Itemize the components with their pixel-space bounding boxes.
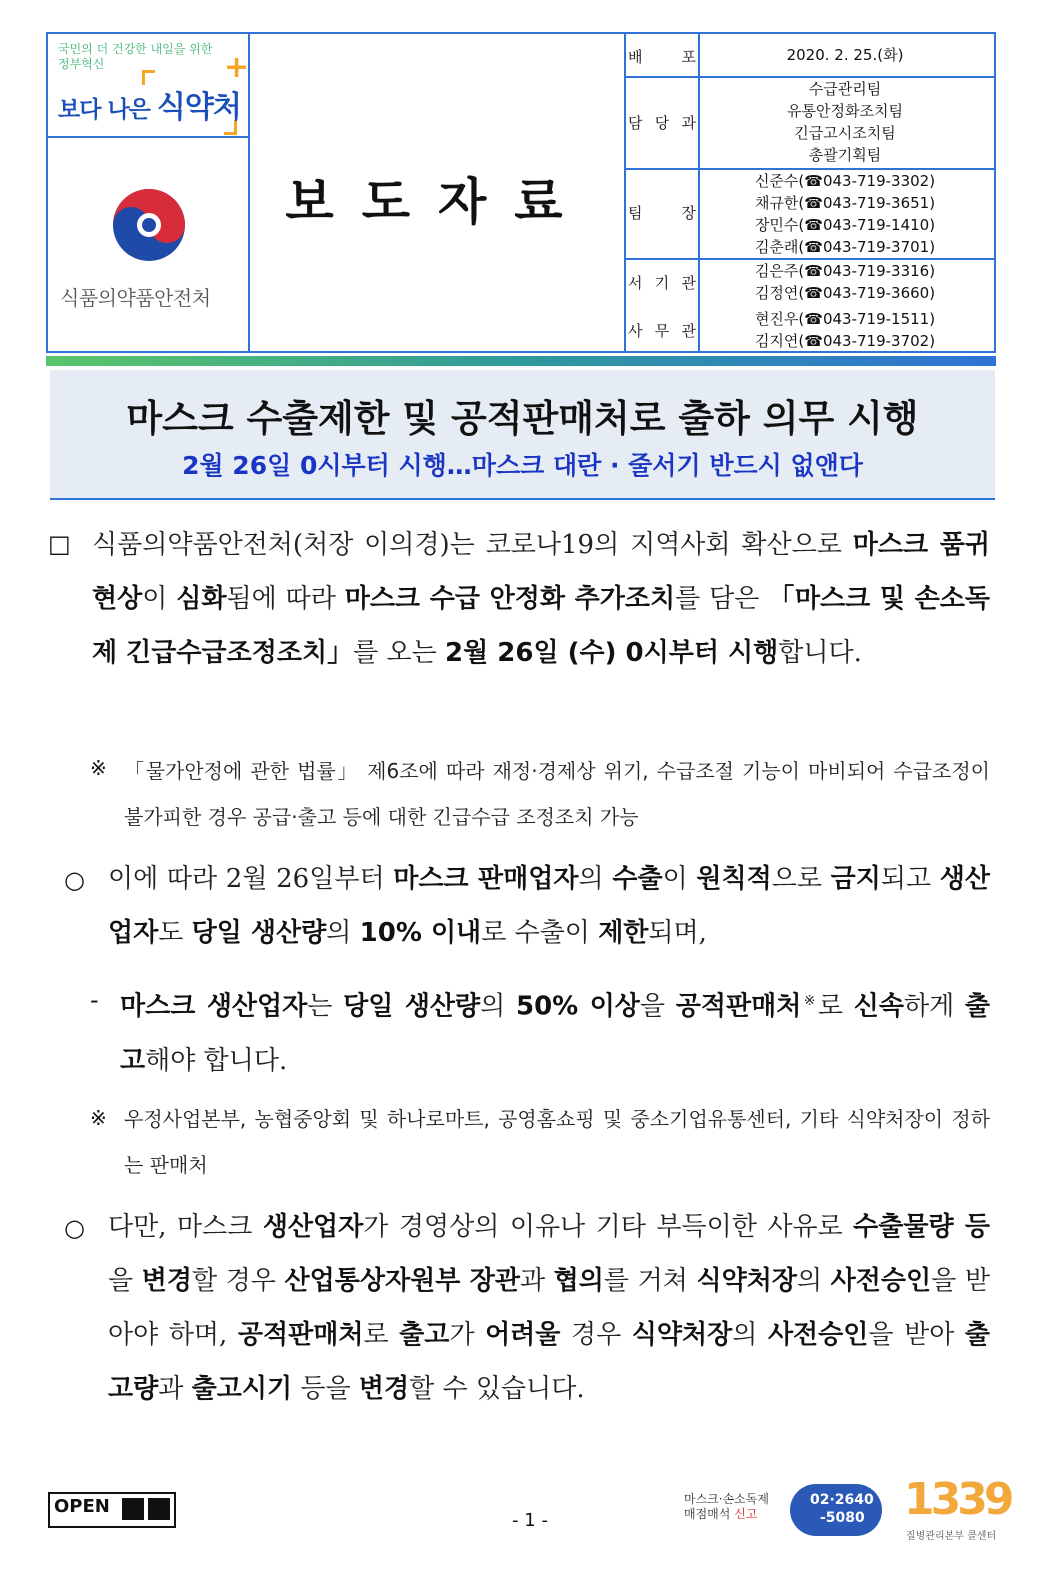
label-char: 과 [681, 114, 696, 132]
press-header-table [46, 32, 996, 353]
emphasis-text: 출고 [120, 991, 990, 1076]
body-text: 을 [639, 991, 676, 1022]
body-text: 을 받아 [868, 1320, 965, 1350]
emphasis-text: 마스크 품귀현상 [92, 530, 990, 614]
phone-line1: 02·2640 [810, 1492, 874, 1508]
emphasis-text: 신속 [853, 991, 904, 1022]
emphasis-text: 마스크 수급 안정화 추가조치 [344, 584, 676, 614]
emphasis-text: 변경 [358, 1374, 410, 1404]
contact-item: 김지연(☎043-719-3702) [754, 332, 936, 350]
label-char: 배 [628, 48, 643, 66]
body-text: 식품의약품안전처(처장 이의경)는 코로나19의 지역사회 확산으로 [92, 530, 853, 560]
body-text: 가 경영상의 이유나 기타 부득이한 사유로 [363, 1212, 854, 1242]
emphasis-text: 생산업자 [262, 1212, 364, 1242]
label-char: 관 [681, 274, 696, 292]
body-text: 를 오는 [353, 638, 445, 668]
contact-item: 장민수(☎043-719-1410) [754, 216, 936, 234]
emphasis-text: 수출물량 등 [853, 1212, 991, 1242]
department-item: 수급관리팀 [808, 80, 882, 98]
emphasis-text: 사전승인 [830, 1266, 932, 1296]
slogan-line1: 국민의 더 건강한 내일을 위한 [58, 42, 213, 56]
emphasis-text: 출고 [399, 1320, 450, 1350]
slogan-line2: 정부혁신 [58, 57, 105, 71]
label-department [628, 112, 696, 133]
body-text: 의 [326, 918, 360, 948]
emphasis-text: 당일 생산량 [343, 991, 481, 1022]
body-text: 하게 [903, 991, 965, 1022]
body-text: 이 [142, 584, 177, 614]
headline-box [50, 370, 995, 500]
body-text: 과 [158, 1374, 192, 1404]
label-char: 당 [654, 114, 670, 132]
taegeuk-emblem-icon [110, 186, 188, 264]
label-char: 서 [628, 274, 643, 292]
note-mark-icon: ※ [90, 756, 107, 780]
emphasis-text: 어려울 [485, 1320, 561, 1350]
team-leader-list [700, 170, 990, 258]
body-text: 과 [519, 1266, 554, 1296]
label-char: 포 [681, 48, 696, 66]
open-badge-text: OPEN [54, 1496, 110, 1517]
body-text: 로 [817, 991, 854, 1022]
body-text: 할 경우 [191, 1266, 285, 1296]
emphasis-text: 당일 생산량 [191, 918, 327, 948]
body-text: 으로 [771, 864, 831, 894]
department-item: 유통안정화조치팀 [787, 102, 903, 120]
contact-item: 김정연(☎043-719-3660) [754, 284, 936, 302]
report-label [684, 1492, 769, 1522]
emphasis-text: 변경 [141, 1266, 192, 1296]
contact-item: 신준수(☎043-719-3302) [754, 172, 936, 190]
emphasis-text: 10% 이내 [359, 918, 482, 948]
note-2: 우정사업본부, 농협중앙회 및 하나로마트, 공영홈쇼핑 및 중소기업유통센터, 기타 식약처장이 정하는 판매처 [124, 1107, 990, 1177]
label-char: 팀 [628, 204, 643, 222]
headline: 마스크 수출제한 및 공적판매처로 출하 의무 시행 [126, 397, 919, 440]
emphasis-text: 협의 [553, 1266, 604, 1296]
emphasis-text: 사전승인 [767, 1320, 869, 1350]
label-secretary [628, 272, 696, 293]
department-list [700, 78, 990, 166]
emphasis-text: 마스크 생산업자 [120, 991, 308, 1022]
emphasis-text: 원칙적 [696, 864, 772, 894]
body-text: 을 받아야 하며, [108, 1266, 990, 1350]
emphasis-text: 50% 이상 [515, 991, 640, 1022]
paragraph-4 [108, 1200, 990, 1416]
emphasis-text: 수출 [612, 864, 663, 894]
slogan-big [58, 82, 241, 126]
emphasis-text: 생산업자 [108, 864, 990, 948]
emphasis-text: 「마스크 및 손소독제 긴급수급조정조치」 [92, 584, 990, 668]
report-phone-badge [790, 1484, 882, 1536]
emphasis-text: 금지 [830, 864, 881, 894]
emphasis-text: 공적판매처 [675, 991, 802, 1022]
press-release-title: 보도자료 [285, 173, 591, 231]
body-text: ※ [801, 993, 818, 1009]
ministry-name: 식품의약품안전처 [60, 286, 211, 310]
slogan-prefix: 보다 나은 [58, 97, 150, 123]
body-text: 도 [158, 918, 192, 948]
contact-item: 김은주(☎043-719-3316) [754, 262, 936, 280]
body-text: 의 [480, 991, 516, 1022]
emphasis-text: 공적판매처 [237, 1320, 364, 1350]
hotline-1339-logo: 1339 [904, 1474, 1011, 1525]
circle-bullet-icon: ○ [64, 866, 85, 894]
emphasis-text: 출고시기 [191, 1374, 293, 1404]
emphasis-text: 2월 26일 (수) 0시부터 시행 [445, 638, 779, 668]
divider [624, 34, 626, 351]
paragraph-1 [92, 518, 990, 680]
paragraph-3 [120, 974, 990, 1088]
label-char: 기 [654, 274, 670, 292]
body-text: 해야 합니다. [145, 1045, 288, 1076]
body-text: 경우 [560, 1320, 632, 1350]
slogan-name: 식약처 [156, 90, 241, 125]
body-text: 의 [578, 864, 613, 894]
emphasis-text: 출고량 [108, 1320, 990, 1404]
label-distribution [628, 46, 696, 67]
body-text: 할 수 있습니다. [409, 1374, 585, 1404]
body-text: 등을 [292, 1374, 359, 1404]
report-line2: 매점매석 [684, 1507, 735, 1521]
open-license-badge [48, 1492, 176, 1528]
body-text: 됨에 따라 [226, 584, 345, 614]
label-char: 장 [681, 204, 696, 222]
slogan-small [58, 42, 212, 72]
body-text: 로 [363, 1320, 400, 1350]
contact-item: 채규한(☎043-719-3651) [754, 194, 936, 212]
label-team-leader [628, 202, 696, 223]
body-text: 가 [449, 1320, 486, 1350]
license-icon [148, 1498, 170, 1520]
note-1: 「물가안정에 관한 법률」 제6조에 따라 재정·경제상 위기, 수급조절 기능이 마비되어 수급조정이 불가피한 경우 공급·출고 등에 대한 긴급수급 조정조치 가능 [124, 759, 990, 829]
paragraph-2 [108, 852, 990, 960]
checkbox-bullet-icon: □ [48, 530, 71, 558]
hotline-caption: 질병관리본부 콜센터 [906, 1531, 997, 1542]
emphasis-text: 산업통상자원부 장관 [284, 1266, 520, 1296]
plus-icon: + [224, 50, 250, 85]
subheadline: 2월 26일 0시부터 시행…마스크 대란 · 줄서기 반드시 없앤다 [182, 451, 863, 480]
circle-bullet-icon: ○ [64, 1214, 85, 1242]
emphasis-text: 심화 [176, 584, 227, 614]
department-item: 총괄기획팀 [808, 146, 882, 164]
body-text: 이 [662, 864, 697, 894]
secretary-list [700, 260, 990, 304]
dash-bullet-icon: - [90, 986, 99, 1014]
label-char: 관 [681, 322, 696, 340]
page-number: - 1 - [512, 1510, 548, 1531]
distribution-date: 2020. 2. 25.(화) [786, 46, 904, 64]
emphasis-text: 식약처장 [696, 1266, 797, 1296]
license-icon [122, 1498, 144, 1520]
body-text: 의 [796, 1266, 831, 1296]
body-text: 을 [108, 1266, 142, 1296]
report-line1: 마스크·손소독제 [684, 1492, 769, 1506]
body-text: 는 [307, 991, 344, 1022]
emphasis-text: 제한 [598, 918, 649, 948]
emphasis-text: 식약처장 [631, 1320, 733, 1350]
label-char: 사 [628, 322, 643, 340]
body-text: 되며, [648, 918, 707, 948]
body-text: 를 담은 [675, 584, 769, 614]
note-mark-icon: ※ [90, 1106, 107, 1130]
body-text: 로 수출이 [481, 918, 599, 948]
emphasis-text: 마스크 판매업자 [393, 864, 579, 894]
body-text: 의 [732, 1320, 768, 1350]
body-text: 다만, 마스크 [108, 1212, 263, 1242]
report-line2-red: 신고 [734, 1507, 758, 1521]
divider [48, 136, 248, 138]
contact-item: 현진우(☎043-719-1511) [754, 310, 936, 328]
department-item: 긴급고시조치팀 [794, 124, 896, 142]
label-char: 무 [654, 322, 670, 340]
gradient-bar [46, 356, 996, 366]
phone-line2: -5080 [820, 1510, 865, 1526]
label-char: 담 [628, 114, 643, 132]
clerk-list [700, 308, 990, 352]
body-text: 합니다. [778, 638, 862, 668]
contact-item: 김춘래(☎043-719-3701) [754, 238, 936, 256]
body-text: 되고 [880, 864, 940, 894]
label-clerk [628, 320, 696, 341]
body-text: 를 거쳐 [603, 1266, 697, 1296]
body-text: 이에 따라 2월 26일부터 [108, 864, 394, 894]
